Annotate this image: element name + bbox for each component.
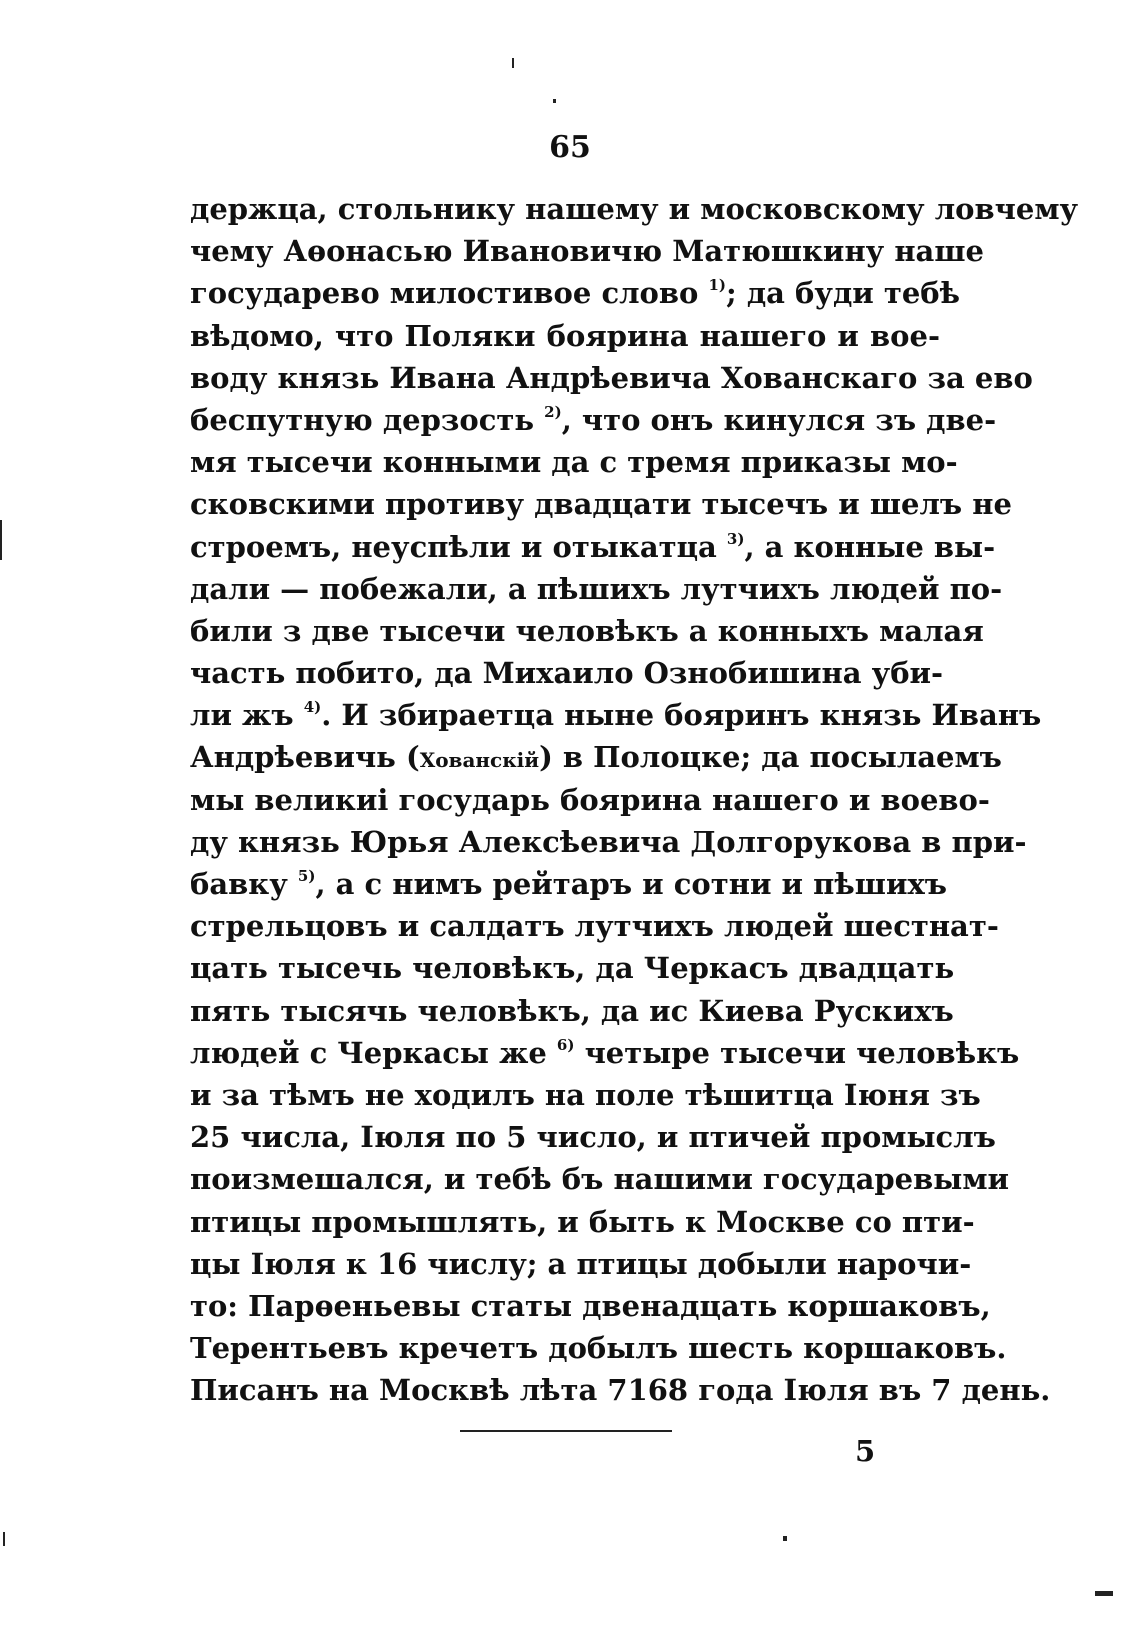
scan-speck <box>512 58 514 68</box>
text-line <box>190 652 944 694</box>
text-segment: Писанъ на Москвѣ лѣта 7168 года Іюля въ 7 день. <box>190 1373 1051 1408</box>
page-number: 65 <box>549 130 591 165</box>
text-line <box>190 1243 972 1285</box>
text-segment: держца, стольнику нашему и московскому ловчему <box>190 192 1079 226</box>
text-line <box>190 610 984 652</box>
text-segment: мя тысечи конными да с тремя приказы мо- <box>190 445 958 480</box>
text-segment: чему Аѳонасью Ивановичю Матюшкину наше <box>190 234 984 269</box>
text-line <box>190 483 1012 525</box>
text-line <box>190 526 996 568</box>
text-segment: ду князь Юрья Алексѣевича Долгорукова в при- <box>190 824 1027 859</box>
text-segment: сковскими противу двадцати тысечъ и шелъ не <box>190 487 1012 522</box>
text-segment: стрельцовъ и салдатъ лутчихъ людей шестнат- <box>190 909 999 944</box>
text-line <box>190 1032 1020 1074</box>
text-line <box>190 779 990 821</box>
footnote-marker: 6) <box>556 1035 575 1054</box>
text-segment: цы Іюля к 16 числу; а птицы добыли нарочи- <box>190 1246 972 1281</box>
footnote-marker: 3) <box>726 529 745 548</box>
text-line <box>190 905 999 947</box>
text-segment: ) в Полоцке; да посылаемъ <box>539 740 1002 775</box>
scan-speck <box>3 1532 5 1546</box>
text-segment: воду князь Ивана Андрѣевича Хованскаго за ево <box>190 360 1033 395</box>
text-segment: ли жъ <box>190 698 304 733</box>
text-segment: Терентьевъ кречетъ добылъ шесть коршаковъ. <box>190 1331 1007 1366</box>
text-segment: дали — побежали, а пѣшихъ лутчихъ людей по- <box>190 571 1003 606</box>
text-line <box>190 230 984 272</box>
inline-gloss: Хованскій <box>419 748 540 773</box>
text-line <box>190 863 947 905</box>
text-line <box>190 1327 1007 1369</box>
text-line <box>190 694 1042 736</box>
text-segment: вѣдомо, что Поляки боярина нашего и вое- <box>190 318 940 353</box>
text-segment: беспутную дерзость <box>190 402 545 437</box>
text-line <box>190 399 997 441</box>
footnote-marker: 4) <box>303 698 322 717</box>
text-segment: Андрѣевичь ( <box>190 740 420 775</box>
text-line <box>190 1158 1010 1200</box>
text-line <box>190 821 1027 863</box>
text-segment: 25 числа, Іюля по 5 число, и птичей промыслъ <box>190 1120 996 1155</box>
text-segment: то: Парѳеньевы статы двенадцать коршаковъ, <box>190 1288 991 1323</box>
text-line <box>190 1285 991 1327</box>
text-line <box>190 1201 975 1243</box>
closing-rule <box>460 1430 672 1432</box>
text-line <box>190 736 1002 778</box>
text-segment: , а конные вы- <box>744 529 996 564</box>
footnote-marker: 1) <box>708 276 727 295</box>
text-line <box>190 947 955 989</box>
text-segment: мы великиі государь боярина нашего и воево- <box>190 782 990 817</box>
text-line <box>190 990 954 1032</box>
text-line <box>190 1074 981 1116</box>
scan-speck <box>783 1536 787 1541</box>
text-segment: , а с нимъ рейтаръ и сотни и пѣшихъ <box>315 867 947 901</box>
text-segment: били з две тысечи человѣкъ а конныхъ малая <box>190 613 984 648</box>
text-line <box>190 315 940 357</box>
text-segment: поизмешался, и тебѣ бъ нашими государевыми <box>190 1162 1010 1197</box>
text-segment: четыре тысечи человѣкъ <box>574 1035 1020 1070</box>
text-segment: ; да буди тебѣ <box>726 276 961 311</box>
body-text <box>190 188 1079 1411</box>
text-segment: . И збираетца ныне бояринъ князь Иванъ <box>321 698 1042 733</box>
scan-speck <box>1095 1591 1113 1596</box>
footnote-marker: 2) <box>544 402 562 421</box>
text-segment: цать тысечь человѣкъ, да Черкасъ двадцать <box>190 951 955 986</box>
footnote-marker: 5) <box>297 867 316 885</box>
text-segment: , что онъ кинулся зъ две- <box>561 402 997 437</box>
text-line <box>190 1116 996 1158</box>
text-segment: государево милостивое слово <box>190 276 709 311</box>
text-line <box>190 188 1079 230</box>
text-segment: птицы промышлять, и быть к Москве со пти- <box>190 1204 975 1239</box>
text-segment: пять тысячь человѣкъ, да ис Киева Рускихъ <box>190 993 954 1028</box>
text-segment: и за тѣмъ не ходилъ на поле тѣшитца Іюня зъ <box>190 1077 981 1112</box>
text-line <box>190 272 961 314</box>
text-segment: строемъ, неуспѣли и отыкатца <box>190 529 727 564</box>
text-segment: людей с Черкасы же <box>190 1035 557 1070</box>
text-line <box>190 1369 1051 1411</box>
signature-mark: 5 <box>855 1434 876 1468</box>
text-line <box>190 568 1003 610</box>
text-segment: часть побито, да Михаило Ознобишина уби- <box>190 656 944 691</box>
text-line <box>190 441 958 483</box>
scan-speck <box>0 520 2 560</box>
text-segment: бавку <box>190 867 298 901</box>
text-line <box>190 357 1033 399</box>
scan-speck <box>553 99 556 103</box>
